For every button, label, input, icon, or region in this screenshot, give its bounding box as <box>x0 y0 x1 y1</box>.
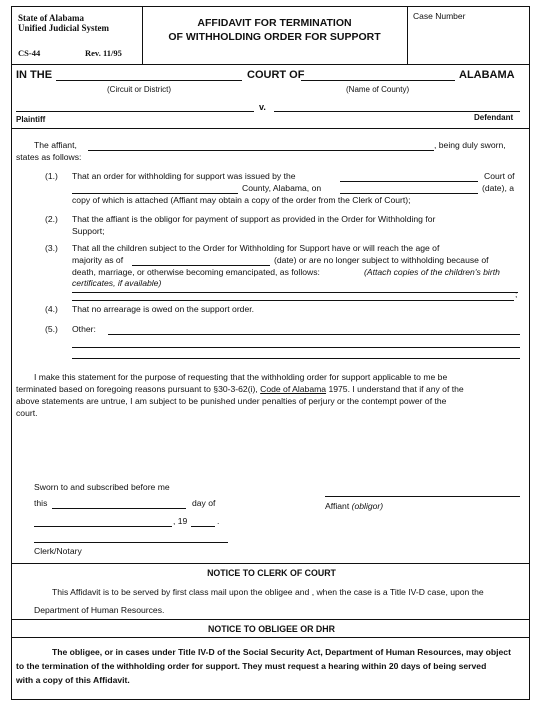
affidavit-form <box>11 6 530 700</box>
other-field-1[interactable] <box>108 334 520 335</box>
month-field[interactable] <box>34 526 172 527</box>
sworn-text: Sworn to and subscribed before me <box>34 482 170 492</box>
notice-clerk-line1: This Affidavit is to be served by first class mail upon the obligee and , when the case is a Title IV-D case, upon the <box>52 587 484 597</box>
majority-date-field[interactable] <box>132 265 270 266</box>
notice-clerk-title: NOTICE TO CLERK OF COURT <box>207 568 336 578</box>
item3-text-d: certificates, if available) <box>72 278 162 288</box>
notice-obligee-title: NOTICE TO OBLIGEE OR DHR <box>208 624 335 634</box>
affiant-signature-label <box>325 501 383 511</box>
item4-text: That no arrearage is owed on the support order. <box>72 304 255 314</box>
alabama-label: ALABAMA <box>459 69 515 81</box>
org-line1: State of Alabama <box>18 13 84 23</box>
code-of-alabama: Code of Alabama <box>260 384 327 394</box>
item5-number: (5.) <box>45 324 58 334</box>
circuit-hint: (Circuit or District) <box>107 85 171 94</box>
plaintiff-label: Plaintiff <box>16 115 46 124</box>
item1-text-d: (date), a <box>482 183 515 193</box>
statement-line3: above statements are untrue, I am subject to be punished under penalties of perjury or the contempt power of the <box>16 396 447 406</box>
item1-text-c: County, Alabama, on <box>242 183 322 193</box>
affiant-signature-line[interactable] <box>325 496 520 497</box>
affiant-label: Affiant <box>325 501 350 511</box>
item3-number: (3.) <box>45 243 58 253</box>
obligor-label: (obligor) <box>351 501 384 511</box>
org-line2: Unified Judicial System <box>18 23 110 33</box>
county-name-field[interactable] <box>301 80 455 81</box>
other-field-3[interactable] <box>72 358 520 359</box>
plaintiff-field[interactable] <box>16 111 254 112</box>
item1-text-a: That an order for withholding for support was issued by the <box>72 171 296 181</box>
emancipation-field-1[interactable] <box>72 292 518 293</box>
notice-clerk-top-rule <box>12 563 529 564</box>
this-label: this <box>34 498 48 508</box>
order-date-field[interactable] <box>340 193 478 194</box>
item2-number: (2.) <box>45 214 58 224</box>
form-revision: Rev. 11/95 <box>85 48 122 58</box>
emancipation-field-2[interactable] <box>72 300 514 301</box>
order-county-field[interactable] <box>72 193 238 194</box>
notice-obligee-line3: with a copy of this Affidavit. <box>16 675 130 685</box>
versus-label: v. <box>259 102 266 112</box>
item2-text-a: That the affiant is the obligor for payment of support as provided in the Order for Withholding for <box>72 214 436 224</box>
other-field-2[interactable] <box>72 347 520 348</box>
in-the-label: IN THE <box>16 69 53 81</box>
year-field[interactable] <box>191 526 215 527</box>
item5-text: Other: <box>72 324 96 334</box>
statement-line1: I make this statement for the purpose of requesting that the withholding order for support applicable to me be <box>34 372 448 382</box>
clerk-notary-label: Clerk/Notary <box>34 546 82 556</box>
case-number-label: Case Number <box>413 11 466 21</box>
form-title-line2: OF WITHHOLDING ORDER FOR SUPPORT <box>168 31 381 43</box>
notice-obligee-line1: The obligee, or in cases under Title IV-D of the Social Security Act, Department of Human Resources, may object <box>52 647 511 657</box>
item3-text-c2: (Attach copies of the children's birth <box>364 267 500 277</box>
year-prefix: , 19 <box>173 516 188 526</box>
defendant-field[interactable] <box>274 111 520 112</box>
notice-clerk-line2: Department of Human Resources. <box>34 605 165 615</box>
item3-text-c1: death, marriage, or otherwise becoming emancipated, as follows: <box>72 267 320 277</box>
item3-semicolon: ; <box>515 289 518 299</box>
item4-number: (4.) <box>45 304 58 314</box>
item3-text-b1: majority as of <box>72 255 124 265</box>
form-number: CS-44 <box>18 48 41 58</box>
statement-line2-a: terminated based on foregoing reasons pursuant to §30-3-62(i), <box>16 384 258 394</box>
header-bottom-rule <box>12 64 529 65</box>
county-hint: (Name of County) <box>346 85 410 94</box>
clerk-signature-line[interactable] <box>34 542 228 543</box>
form-title-line1: AFFIDAVIT FOR TERMINATION <box>197 17 352 29</box>
issuing-court-field[interactable] <box>340 181 478 182</box>
day-field[interactable] <box>52 508 186 509</box>
court-of-label: COURT OF <box>247 69 305 81</box>
affiant-suffix: , being duly sworn, <box>434 140 506 150</box>
item1-number: (1.) <box>45 171 58 181</box>
statement-line2-c: 1975. I understand that if any of the <box>328 384 464 394</box>
item1-text-b: Court of <box>484 171 515 181</box>
notice-obligee-top-rule <box>12 619 529 620</box>
case-number-field[interactable] <box>413 22 525 58</box>
affiant-prefix: The affiant, <box>34 140 77 150</box>
item1-text-e: copy of which is attached (Affiant may obtain a copy of the order from the Clerk of Court); <box>72 195 411 205</box>
defendant-label: Defendant <box>474 113 514 122</box>
item2-text-b: Support; <box>72 226 105 236</box>
states-as-follows: states as follows: <box>16 152 82 162</box>
affiant-name-field[interactable] <box>88 150 434 151</box>
statement-line2 <box>16 384 464 394</box>
item3-text-a: That all the children subject to the Order for Withholding for Support have or will reach the age of <box>72 243 440 253</box>
statement-line4: court. <box>16 408 38 418</box>
notice-obligee-title-rule <box>12 637 529 638</box>
circuit-or-district-field[interactable] <box>56 80 242 81</box>
item3-text-b2: (date) or are no longer subject to withholding because of <box>274 255 489 265</box>
caption-bottom-rule <box>12 128 529 129</box>
day-of-label: day of <box>192 498 216 508</box>
header-divider-right <box>407 7 408 64</box>
date-period: . <box>217 516 220 526</box>
notice-obligee-line2: to the termination of the withholding order for support. They must request a hearing within 20 days of being served <box>16 661 487 671</box>
